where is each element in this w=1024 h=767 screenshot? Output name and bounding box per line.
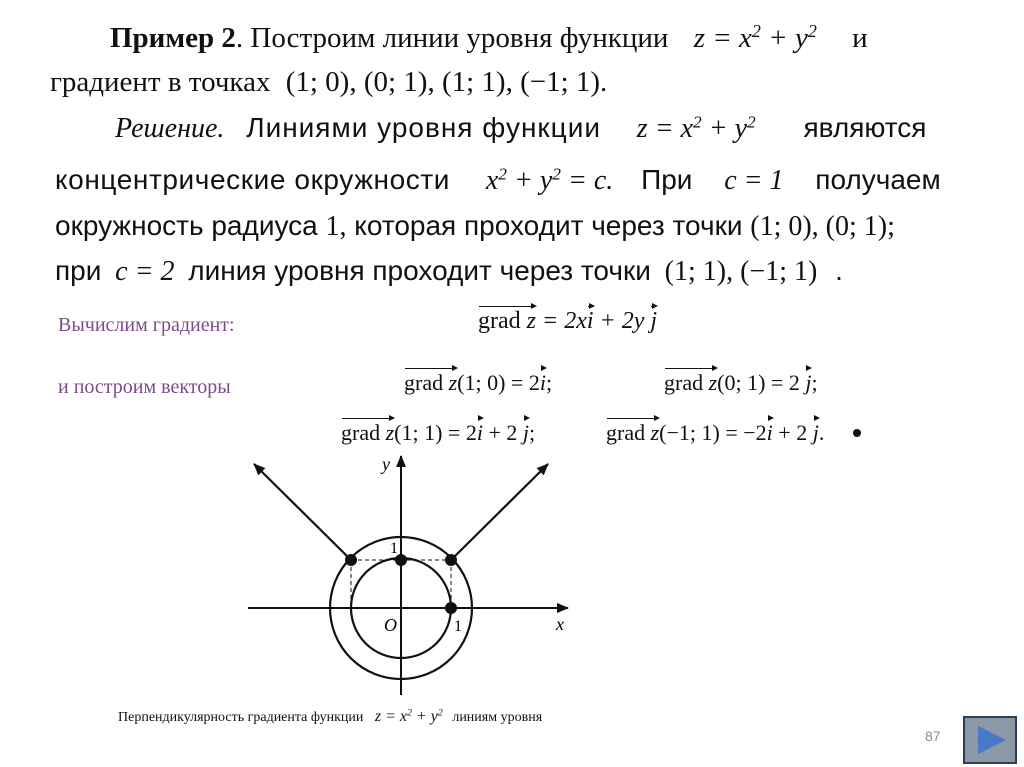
gradient-vector-minus1-1: [254, 464, 351, 560]
solution-text3: окружность радиуса: [55, 210, 318, 241]
vectors-label: и построим векторы: [58, 376, 231, 398]
solution-points-1: (1; 0), (0; 1);: [750, 211, 895, 242]
solution-line-4: [55, 253, 843, 290]
solution-text4: при: [55, 255, 102, 286]
point-1-0: [445, 602, 457, 614]
solution-text4b: линия уровня проходит через точки: [188, 255, 651, 286]
level-lines-graph: [230, 450, 590, 705]
figure-caption: Перпендикулярность градиента функции $z = x^2 + y^2$ линиям уровня: [118, 707, 543, 725]
solution-line-3: [55, 208, 895, 245]
origin-label: O: [384, 615, 397, 635]
solution-text2b: При: [641, 164, 693, 195]
radius-value: 1,: [325, 211, 347, 242]
solution-points-2: (1; 1), (−1; 1): [664, 256, 818, 287]
solution-text3b: которая проходит через точки: [354, 210, 743, 241]
c-equals-1: c = 1: [724, 165, 784, 196]
gradient-general: grad z = 2xi + 2y j: [478, 308, 658, 334]
next-slide-button[interactable]: [963, 716, 1017, 764]
gradient-vector-1-1: [451, 464, 548, 560]
example-line-2: [50, 64, 607, 100]
example-points: (1; 0), (0; 1), (1; 1), (−1; 1).: [285, 66, 608, 98]
page-number: 87: [925, 728, 941, 744]
function-formula: $z = x^2 + y^2$: [693, 21, 817, 54]
y-axis-label: y: [382, 454, 390, 474]
solution-text1b: являются: [803, 112, 927, 143]
solution-end: .: [835, 255, 843, 286]
point-minus1-1: [345, 554, 357, 566]
x-axis-label: x: [556, 614, 564, 634]
bullet-dot: [853, 429, 861, 437]
example-line2-text: градиент в точках: [50, 66, 271, 98]
solution-text2: концентрические окружности: [55, 164, 451, 195]
solution-text1: Линиями уровня функции: [246, 112, 602, 143]
solution-formula: $z = x^2 + y^2$: [636, 112, 756, 144]
grad-at-minus1-1: grad z(−1; 1) = −2i + 2 j.: [606, 420, 825, 445]
grad-at-1-0: grad z(1; 0) = 2i;: [404, 370, 553, 395]
solution-label: Решение.: [115, 113, 225, 144]
grad-at-1-1: grad z(1; 1) = 2i + 2 j;: [341, 420, 536, 445]
example-heading: Пример 2: [110, 22, 236, 54]
solution-line-2: [55, 162, 941, 199]
example-intro: . Построим линии уровня функции: [235, 22, 669, 54]
example-line-1: [110, 20, 868, 56]
conjunction: и: [852, 22, 868, 54]
gradient-label: Вычислим градиент:: [58, 314, 235, 336]
circle-equation: $x^2 + y^2 = c$.: [485, 164, 614, 196]
c-equals-2: c = 2: [115, 256, 175, 287]
solution-text2c: получаем: [815, 164, 941, 195]
tick-label-x-1: 1: [454, 618, 462, 635]
tick-label-y-1: 1: [390, 540, 398, 557]
grad-at-0-1: grad z(0; 1) = 2 j;: [664, 370, 818, 395]
point-1-1: [445, 554, 457, 566]
solution-line-1: [115, 110, 926, 147]
